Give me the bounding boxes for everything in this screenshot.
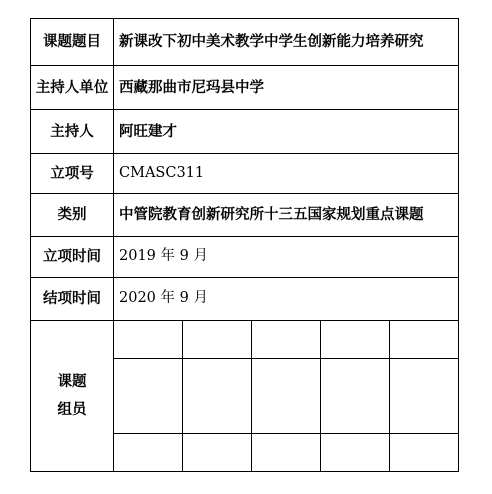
members-grid-row (114, 434, 458, 472)
value-topic: 新课改下初中美术教学中学生创新能力培养研究 (114, 19, 459, 66)
row-category (31, 194, 459, 237)
label-members-line2: 组员 (57, 401, 87, 418)
member-cell (389, 359, 458, 434)
label-end-time: 结项时间 (31, 278, 114, 321)
member-cell (183, 321, 252, 359)
member-cell (252, 434, 321, 472)
members-grid (114, 321, 458, 471)
label-members-line1: 课题 (57, 372, 87, 390)
member-cell (252, 359, 321, 434)
row-host-unit (31, 66, 459, 110)
value-host-unit: 西藏那曲市尼玛县中学 (114, 66, 459, 110)
value-start-time: 2019 年 9 月 (114, 237, 459, 278)
value-category: 中管院教育创新研究所十三五国家规划重点课题 (114, 194, 459, 237)
row-members (31, 321, 459, 472)
member-cell (389, 434, 458, 472)
member-cell (114, 359, 183, 434)
label-project-no: 立项号 (31, 154, 114, 194)
label-host-unit: 主持人单位 (31, 66, 114, 110)
value-project-no: CMASC311 (114, 154, 459, 194)
member-cell (252, 321, 321, 359)
project-info-table (30, 18, 459, 472)
label-topic: 课题题目 (31, 19, 114, 66)
members-grid-row (114, 359, 458, 434)
value-host: 阿旺建才 (114, 110, 459, 154)
value-end-time: 2020 年 9 月 (114, 278, 459, 321)
label-members (31, 321, 114, 472)
member-cell (320, 321, 389, 359)
member-cell (114, 321, 183, 359)
member-cell (183, 359, 252, 434)
label-host: 主持人 (31, 110, 114, 154)
member-cell (389, 321, 458, 359)
label-start-time: 立项时间 (31, 237, 114, 278)
member-cell (320, 434, 389, 472)
members-cell (114, 321, 459, 472)
row-start-time (31, 237, 459, 278)
members-grid-row (114, 321, 458, 359)
row-end-time (31, 278, 459, 321)
row-topic (31, 19, 459, 66)
member-cell (320, 359, 389, 434)
member-cell (183, 434, 252, 472)
row-host (31, 110, 459, 154)
label-category: 类别 (31, 194, 114, 237)
row-project-no (31, 154, 459, 194)
member-cell (114, 434, 183, 472)
